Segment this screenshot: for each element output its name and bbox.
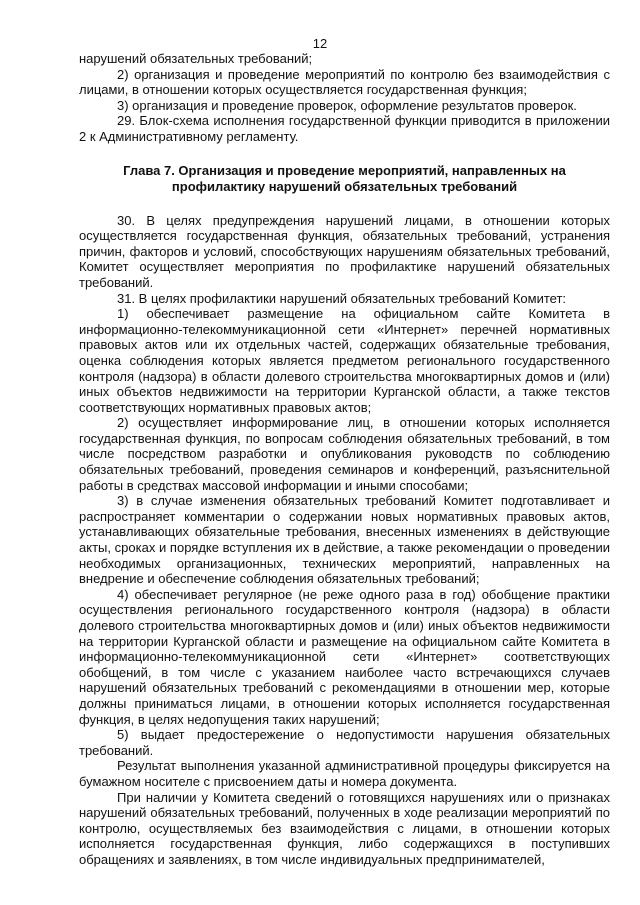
document-body [79, 51, 610, 868]
page-number: 12 [312, 36, 328, 51]
list-item: 3) организация и проведение проверок, оформление результатов проверок. [117, 97, 577, 113]
paragraph: Результат выполнения указанной административной процедуры фиксируется на бумажном носителе с присвоением даты и номера документа. [79, 758, 610, 789]
list-item: 4) обеспечивает регулярное (не реже одного раза в год) обобщение практики осуществления регионального государственного контроля (надзора) в области долевого строительства многоквартирных домов и (или) иных объектов недвижимости на территории Курганской области и размещение на официальном сайте Комитета в информационно-телекоммуникационной сети «Интернет» соответствующих обобщений, в том числе с указанием наиболее часто встречающихся случаев нарушений обязательных требований с рекомендациями в отношении мер, которые должны приниматься лицами, в отношении которых исполняется государственная функция, в целях недопущения таких нарушений; [79, 586, 610, 727]
list-item: 2) организация и проведение мероприятий по контролю без взаимодействия с лицами, в отношении которых осуществляется государственная функция; [79, 66, 610, 98]
paragraph: При наличии у Комитета сведений о готовящихся нарушениях или о признаках нарушений обязательных требований, полученных в ходе реализации мероприятий по контролю, осуществляемых без взаимодействия с лицами, в отношении которых исполняется государственная функция, либо содержащихся в поступивших обращениях и заявлениях, в том числе индивидуальных предпринимателей, [79, 789, 610, 867]
list-item: 3) в случае изменения обязательных требований Комитет подготавливает и распространяет комментарии о содержании новых нормативных правовых актов, устанавливающих обязательные требования, внесенных изменениях в действующие акты, сроках и порядке вступления их в действие, а также рекомендации о проведении необходимых организационных, технических мероприятий, направленных на внедрение и обеспечение соблюдения обязательных требований; [79, 493, 610, 587]
paragraph: нарушений обязательных требований; [79, 51, 313, 66]
list-item: 5) выдает предостережение о недопустимости нарушения обязательных требований. [79, 727, 610, 758]
paragraph: 31. В целях профилактики нарушений обязательных требований Комитет: [117, 290, 567, 306]
paragraph: 30. В целях предупреждения нарушений лицами, в отношении которых осуществляется государственная функция, обязательных требований, устранения причин, факторов и условий, способствующих нарушениям обязательных требований, Комитет осуществляет мероприятия по профилактике нарушений обязательных требований. [79, 212, 610, 290]
list-item: 2) осуществляет информирование лиц, в отношении которых исполняется государственная функция, по вопросам соблюдения обязательных требований, в том числе посредством разработки и опубликования руководств по соблюдению обязательных требований, проведения семинаров и конференций, разъяснительной работы в средствах массовой информации и иными способами; [79, 415, 610, 493]
chapter-heading: Глава 7. Организация и проведение мероприятий, направленных на профилактику нарушений обязательных требований [123, 162, 566, 194]
list-item: 1) обеспечивает размещение на официальном сайте Комитета в информационно-телекоммуникационной сети «Интернет» перечней нормативных правовых актов или их отдельных частей, содержащих обязательные требования, оценка соблюдения которых является предметом регионального государственного контроля (надзора) в области долевого строительства многоквартирных домов и (или) иных объектов недвижимости на территории Курганской области, а также текстов соответствующих нормативных правовых актов; [79, 306, 610, 415]
paragraph: 29. Блок-схема исполнения государственной функции приводится в приложении 2 к Административному регламенту. [79, 113, 610, 144]
